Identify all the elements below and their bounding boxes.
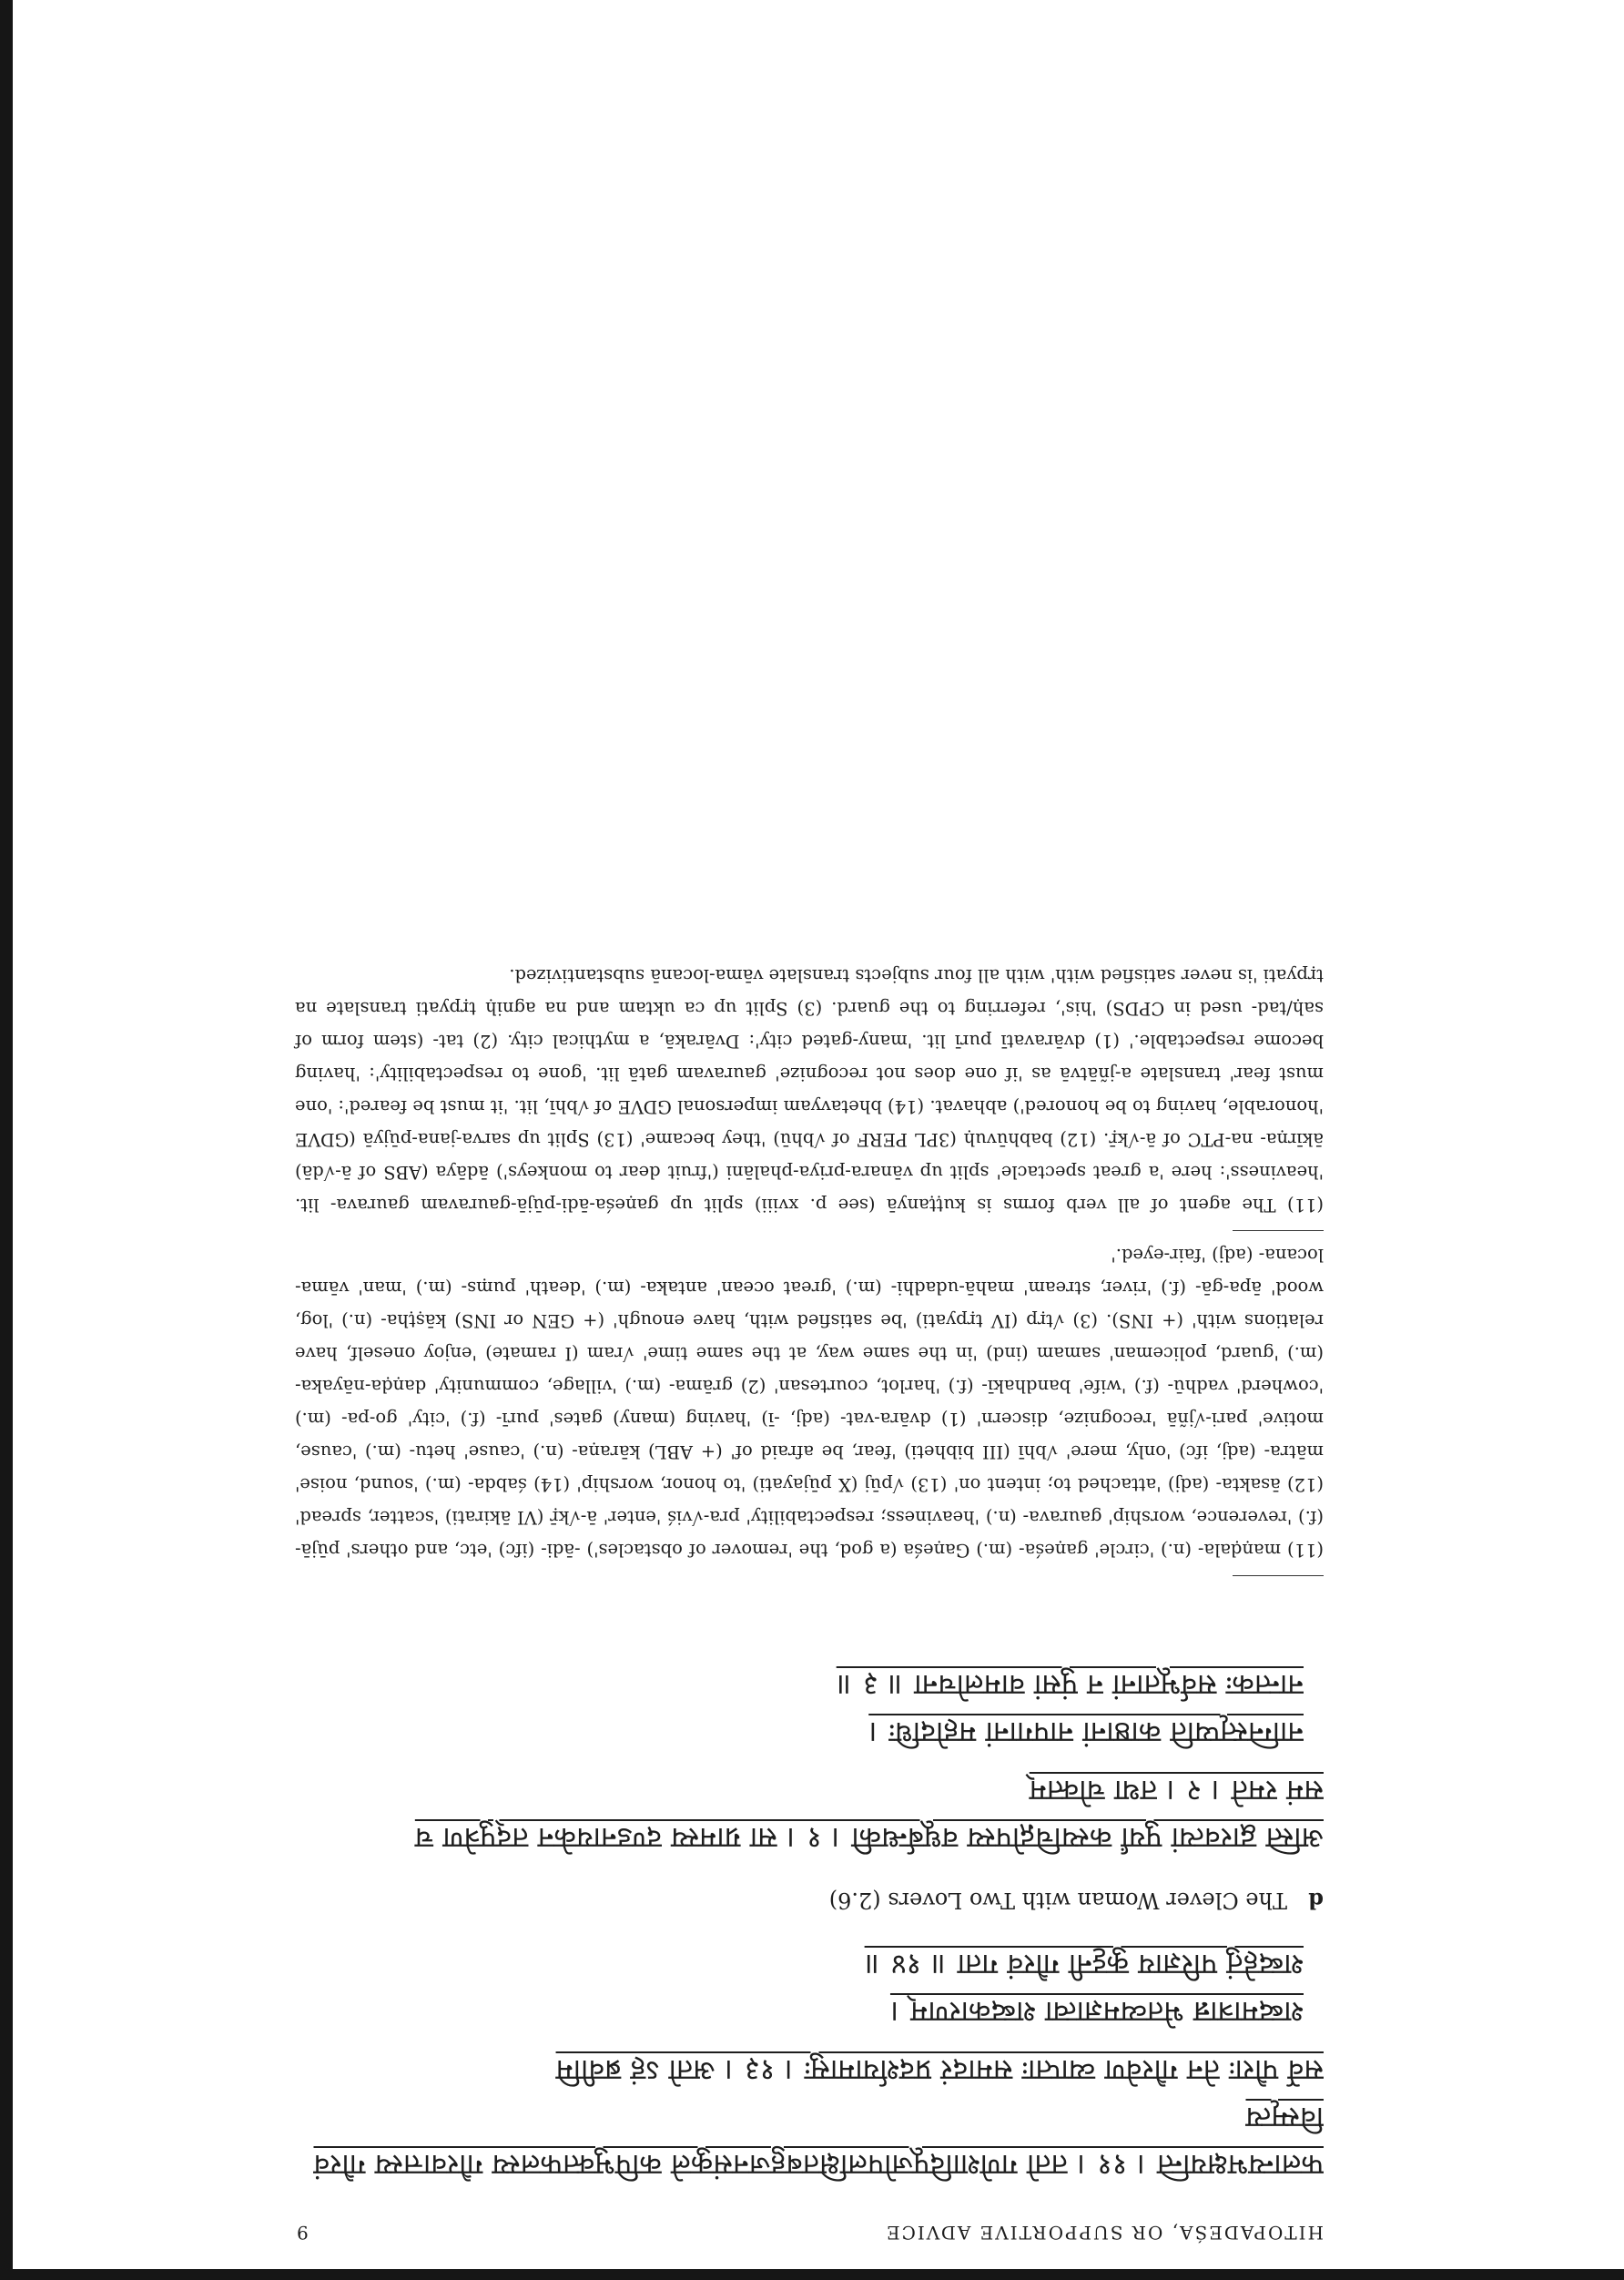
spacer — [295, 1583, 1324, 1638]
sanskrit-prose-text: अस्ति द्वारवत्यां पुर्यां कस्यचिद्गोपस्य वधूर्बन्धकी । १ । सा ग्रामस्य दण्डनायकेन तद्पुत्रेण च — [414, 1821, 1324, 1856]
running-head — [295, 2222, 1324, 2244]
verse-line — [295, 1941, 1304, 1989]
sanskrit-prose-line — [295, 2047, 1324, 2094]
verse-text: शब्दमात्रान्न भेतव्यमज्ञात्वा शब्दकारणम् । — [889, 1995, 1304, 2030]
page-number: 9 — [295, 2222, 309, 2244]
verse-text: नाग्निस्तृप्यति काष्ठानां नापगानां महोदधिः । — [868, 1715, 1304, 1750]
verse-text: शब्दहेतुं परिज्ञाय कुट्टनी गौरवं गता ॥ १४ ॥ — [864, 1948, 1304, 1982]
running-head-title: HITOPADEŚA, OR SUPPORTIVE ADVICE — [884, 2222, 1324, 2244]
notes-divider — [1233, 1230, 1324, 1231]
sanskrit-prose-line — [295, 2094, 1324, 2189]
sanskrit-prose-text: सर्वे पौराः तेन गौरवेण व्याप्ताः समादरं प्रदर्शयामासुः । १३ । अतो ऽहं ब्रवीमि — [555, 2053, 1324, 2088]
verse-text: नान्तकः सर्वभूतानां न पुंसां वामलोचना ॥ ३ ॥ — [836, 1668, 1304, 1703]
sanskrit-prose-text: समं रमते । २ । तथा चोक्तम् — [1029, 1774, 1324, 1808]
verse-line — [295, 1989, 1304, 2036]
page-content — [295, 959, 1324, 2244]
section-title: The Clever Woman with Two Lovers (2.6) — [828, 1888, 1287, 1913]
verse-line — [295, 1709, 1304, 1756]
vocabulary-notes: (11) maṇḍala- (n.) 'circle' gaṇeśa- (m.) Gaṇeśa (a god, the 'remover of obstacles') -ādi- (ifc) 'etc, and others' pūjā- (f.) 'reverence, worship' gaurava- (n.) 'heaviness; respectability' pra-√viś 'enter' ā-√kṝ (VI ākirati) 'scatter, spread' (12) āsakta- (adj) 'attached to; intent on' (13) √pūj (X pūjayati) 'to honor, worship' (14) śabda- (m.) 'sound, noise' mātra- (adj, ifc) 'only, mere' √bhī (III bibheti) 'fear, be afraid of' (+ ABL) kāraṇa- (n.) 'cause' hetu- (m.) 'cause, motive' pari-√jñā 'recognize, discern' (1) dvāra-vat- (adj, -ī) 'having (many) gates' purī- (f.) 'city' go-pa- (m.) 'cowherd' vadhū- (f.) 'wife' bandhakī- (f.) 'harlot, courtesan' (2) grāma- (m.) 'village, community' daṇḍa-nāyaka- (m.) 'guard, policeman' samam (ind) 'in the same way, at the same time' √ram (I ramate) 'enjoy oneself, have relations with' (+ INS). (3) √tṛp (IV tṛpyati) 'be satisfied with, have enough' (+ GEN or INS) kāṣṭha- (n.) 'log, wood' āpa-gā- (f.) 'river, stream' mahā-udadhi- (m.) 'great ocean' antaka- (m.) 'death' puṃs- (m.) 'man' vāma-locana- (adj) 'fair-eyed.' — [295, 1245, 1324, 1561]
section-letter: d — [1308, 1888, 1324, 1914]
verse-block — [295, 1941, 1304, 2036]
verse-line — [295, 1662, 1304, 1709]
sanskrit-prose-line — [295, 1767, 1324, 1815]
section-heading — [295, 1888, 1324, 1914]
verse-block — [295, 1662, 1304, 1756]
notes-divider — [1233, 1575, 1324, 1576]
grammar-notes: (11) The agent of all verb forms is kuṭṭanyā (see p. xviii) split up gaṇeśa-ādi-pūjā-gauravam gaurava- lit. 'heaviness': here 'a great spectacle' split up vānara-priya-phalāni ('fruit dear to monkeys') ādāya (ABS of ā-√dā) ākīrṇa- na-PTC of ā-√kṝ. (12) babhūvuḥ (3PL PERF of √bhū) 'they became' (13) Split up sarva-jana-pūjyā (GDVE 'honorable, having to be honored') abhavat. (14) bhetavyam impersonal GDVE of √bhī, lit. 'it must be feared': 'one must fear' translate a-jñātvā as 'if one does not recognize' gauravam gatā lit. 'gone to respectability': 'having become respectable.' (1) dvāravatī purī lit. 'many-gated city': Dvārakā, a mythical city. (2) tat- (stem form of saḥ/tad- used in CPDS) 'his', referring to the guard. (3) Split up ca uktam and na agniḥ tṛpyati translate na tṛpyati 'is never satisfied with' with all four subjects translate vāma-locanā substantivized. — [295, 965, 1324, 1216]
sanskrit-prose-text: फलान्यभक्षयन्ति । ११ । ततो गणेशादिपूजोपलक्षितबहुजनसंकुले कपिभुक्तफलस्य गौरवात्तस्य गौरवं विस्मृत्य — [313, 2101, 1324, 2183]
sanskrit-prose-line — [295, 1815, 1324, 1862]
